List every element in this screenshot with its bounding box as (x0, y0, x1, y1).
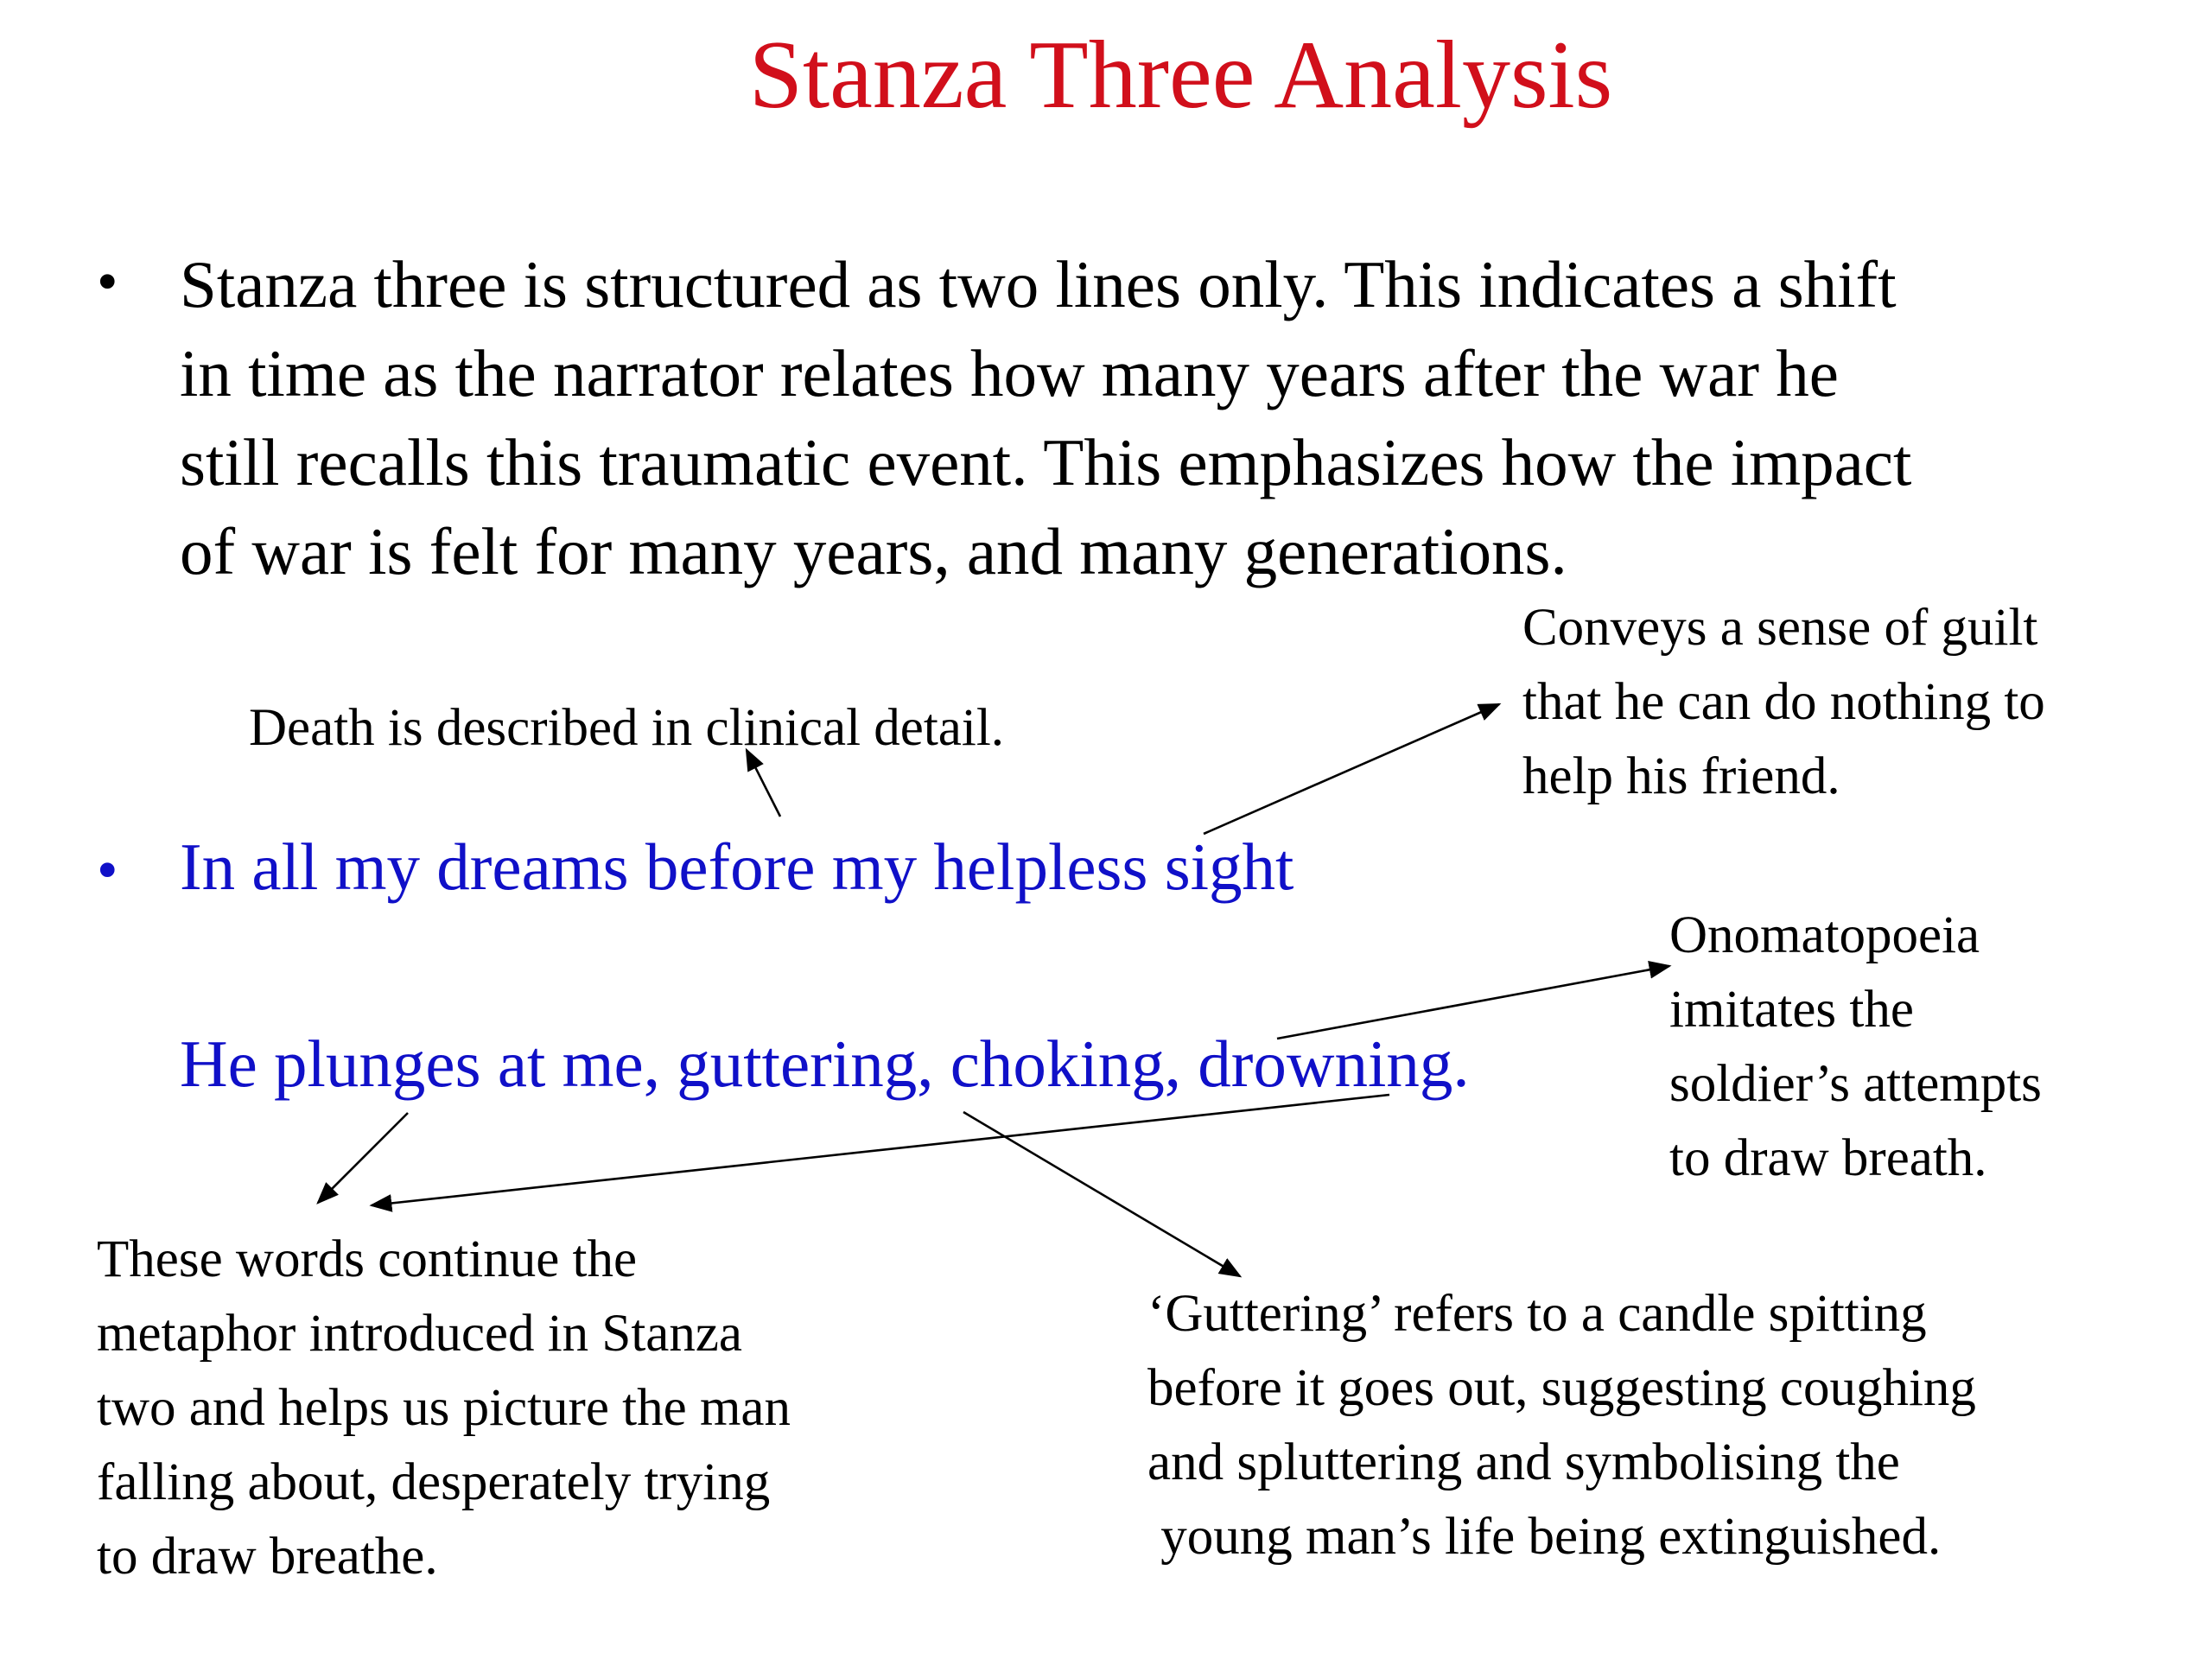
onomatopoeia-annotation-line: to draw breath. (1669, 1129, 1987, 1187)
plunges-arrow (318, 1113, 408, 1203)
death-annotation: Death is described in clinical detail. (249, 699, 1005, 757)
guilt-annotation-line: that he can do nothing to (1522, 673, 2045, 731)
metaphor-annotation-line: These words continue the (97, 1230, 638, 1288)
onomatopoeia-annotation-line: Onomatopoeia (1669, 906, 1980, 964)
onomatopoeia-arrow (1277, 966, 1669, 1039)
guilt-annotation-line: Conveys a sense of guilt (1522, 599, 2038, 657)
guttering-annotation-line: ‘Guttering’ refers to a candle spitting (1147, 1285, 1927, 1343)
metaphor-annotation-line: metaphor introduced in Stanza (97, 1305, 743, 1363)
metaphor-annotation-line: falling about, desperately trying (97, 1453, 771, 1511)
poem-line-two: He plunges at me, guttering, choking, drowning. (180, 1027, 1470, 1101)
intro-line: Stanza three is structured as two lines only. This indicates a shift (180, 247, 1897, 321)
intro-line: in time as the narrator relates how many years after the war he (180, 336, 1839, 410)
metaphor-annotation-line: to draw breathe. (97, 1528, 438, 1586)
metaphor-annotation-line: two and helps us picture the man (97, 1379, 791, 1437)
guttering-annotation-line: and spluttering and symbolising the (1147, 1433, 1900, 1491)
guilt-arrow (1204, 704, 1499, 834)
guttering-annotation-line: young man’s life being extinguished. (1147, 1508, 1942, 1566)
death-arrow (747, 750, 780, 817)
onomatopoeia-annotation-line: imitates the (1669, 981, 1914, 1039)
guttering-arrow (963, 1112, 1240, 1276)
intro-line: still recalls this traumatic event. This emphasizes how the impact (180, 425, 1912, 499)
poem-bullet: • (97, 837, 118, 904)
guttering-annotation-line: before it goes out, suggesting coughing (1147, 1359, 1976, 1417)
intro-bullet: • (97, 249, 118, 315)
drowning-arrow (372, 1095, 1389, 1205)
poem-line-one: In all my dreams before my helpless sight (180, 830, 1294, 904)
slide-title: Stanza Three Analysis (748, 22, 1613, 129)
intro-line: of war is felt for many years, and many generations. (180, 514, 1567, 588)
guilt-annotation-line: help his friend. (1522, 747, 1840, 805)
onomatopoeia-annotation-line: soldier’s attempts (1669, 1055, 2042, 1113)
